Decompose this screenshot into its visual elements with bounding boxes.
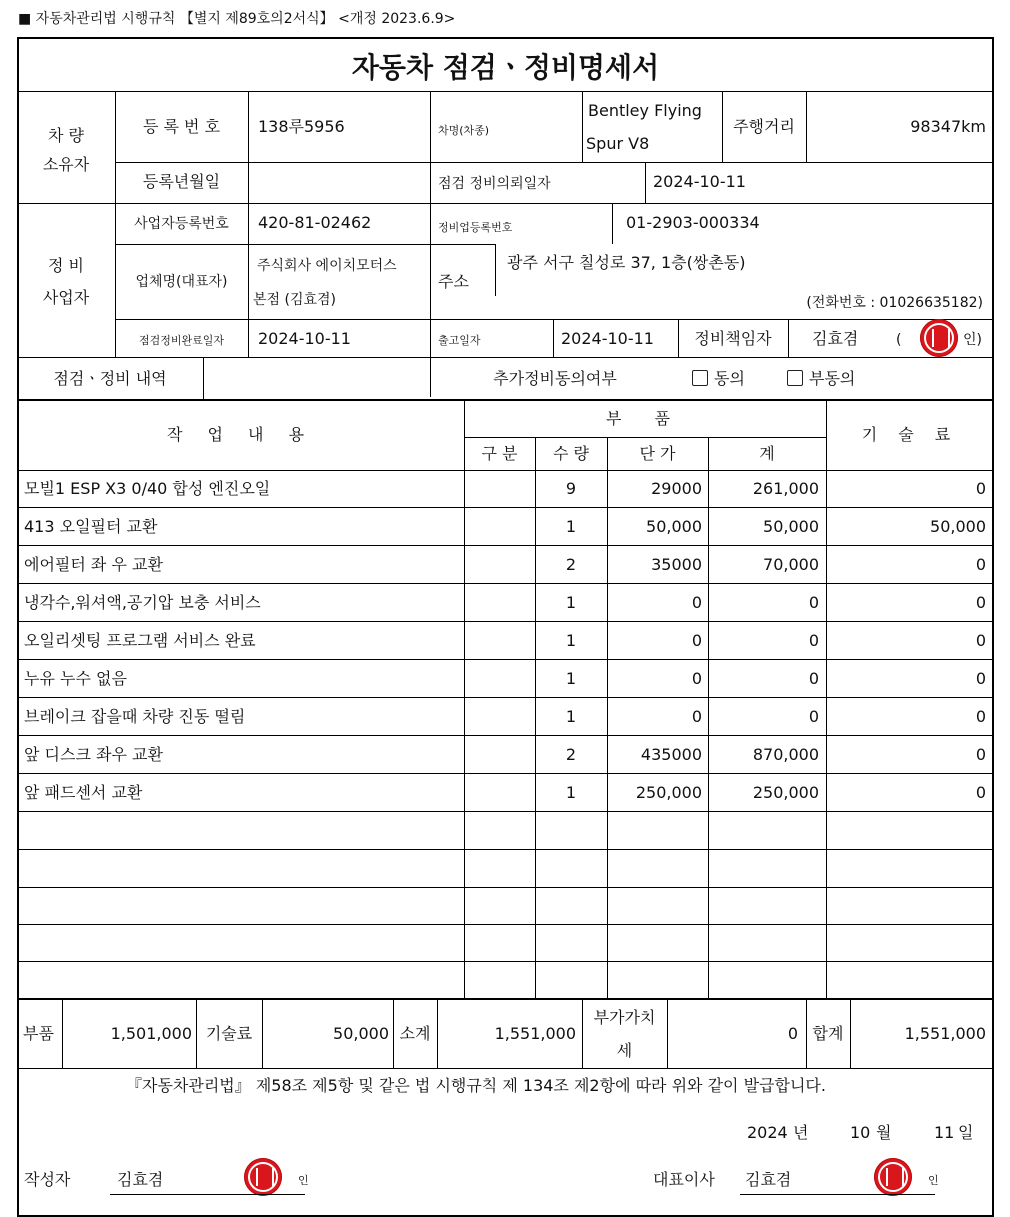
item-qty: 2 <box>565 745 577 764</box>
grid-line <box>553 319 554 357</box>
grid-line <box>115 244 495 245</box>
issue-month-unit: 월 <box>876 1123 892 1142</box>
car-name-line1: Bentley Flying <box>588 101 702 120</box>
item-qty: 1 <box>565 783 577 802</box>
work-header: 작 업 내 용 <box>166 425 315 444</box>
car-name-line2: Spur V8 <box>586 134 650 153</box>
ceo-name: 김효겸 <box>745 1170 792 1189</box>
complete-date-value: 2024-10-11 <box>258 329 351 348</box>
item-total: 0 <box>808 707 819 726</box>
item-work: 누유 누수 없음 <box>24 669 127 688</box>
issue-month: 10 <box>850 1123 871 1142</box>
complete-date-label: 점검정비완료일자 <box>138 334 224 347</box>
shop-reg-label: 정비업등록번호 <box>438 221 513 234</box>
writer-seal-stamp <box>244 1158 282 1196</box>
grid-line <box>17 1068 994 1069</box>
item-qty: 1 <box>565 669 577 688</box>
seal-close: 인) <box>963 332 982 348</box>
grid-line <box>495 244 496 296</box>
totals-labor-value: 50,000 <box>333 1024 389 1043</box>
item-price: 250,000 <box>635 783 702 802</box>
grid-line <box>17 961 994 962</box>
owner-section-label-2: 소유자 <box>42 155 90 174</box>
item-work: 오일리셋팅 프로그램 서비스 완료 <box>24 631 256 650</box>
item-total: 870,000 <box>752 745 819 764</box>
owner-section-label: 차 량 <box>48 126 84 145</box>
item-qty: 1 <box>565 593 577 612</box>
totals-vat-label: 부가가치 <box>593 1008 656 1027</box>
grid-line <box>17 357 994 358</box>
grid-line <box>788 319 789 357</box>
page-title: 자동차 점검ㆍ정비명세서 <box>351 51 660 84</box>
item-qty: 1 <box>565 517 577 536</box>
grid-line <box>115 162 994 163</box>
totals-grand-value: 1,551,000 <box>904 1024 986 1043</box>
phone-value: (전화번호 : 01026635182) <box>806 295 983 311</box>
ceo-signature-line <box>740 1194 935 1195</box>
item-price: 435000 <box>640 745 702 764</box>
labor-header: 기 술 료 <box>861 425 959 444</box>
totals-grand-label: 합계 <box>812 1024 844 1043</box>
item-qty: 9 <box>565 479 577 498</box>
item-price: 35000 <box>651 555 702 574</box>
item-labor: 0 <box>975 783 986 802</box>
item-price: 50,000 <box>646 517 702 536</box>
item-work: 에어필터 좌 우 교환 <box>24 555 163 574</box>
totals-parts-value: 1,501,000 <box>110 1024 192 1043</box>
item-price: 0 <box>691 631 702 650</box>
category-header: 구 분 <box>481 444 518 463</box>
grid-line <box>17 924 994 925</box>
grid-line <box>464 399 465 998</box>
grid-line <box>203 357 204 399</box>
disagree-checkbox[interactable] <box>787 370 803 386</box>
grid-line <box>115 319 994 320</box>
grid-line <box>17 659 994 660</box>
writer-label: 작성자 <box>24 1170 71 1189</box>
item-work: 앞 패드센서 교환 <box>24 783 143 802</box>
grid-line <box>645 162 646 203</box>
grid-line <box>17 203 994 204</box>
grid-line <box>17 998 994 1000</box>
grid-line <box>17 507 994 508</box>
grid-line <box>612 203 613 244</box>
item-labor: 50,000 <box>930 517 986 536</box>
item-price: 29000 <box>651 479 702 498</box>
biz-no-label: 사업자등록번호 <box>134 216 229 232</box>
issue-year-unit: 년 <box>793 1123 809 1142</box>
grid-line <box>17 849 994 850</box>
agree-checkbox[interactable] <box>692 370 708 386</box>
qty-header: 수 량 <box>553 444 589 463</box>
writer-name: 김효겸 <box>117 1170 164 1189</box>
writer-seal-mark: 인 <box>298 1174 309 1187</box>
item-work: 모빌1 ESP X3 0/40 합성 엔진오일 <box>24 479 271 498</box>
grid-line <box>17 887 994 888</box>
shop-section-label-2: 사업자 <box>42 288 90 307</box>
legal-statement: 『자동차관리법』 제58조 제5항 및 같은 법 시행규칙 제 134조 제2항에 따라 위와 같이 발급합니다. <box>126 1076 826 1095</box>
release-date-label: 출고일자 <box>438 334 481 347</box>
grid-line <box>17 545 994 546</box>
grid-line <box>248 91 249 357</box>
car-name-label: 차명(차종) <box>438 124 490 137</box>
details-label: 점검ㆍ정비 내역 <box>53 369 167 388</box>
shop-section-label: 정 비 <box>48 256 84 275</box>
unit-price-header: 단 가 <box>639 444 676 463</box>
company-seal-stamp <box>920 319 958 357</box>
item-price: 0 <box>691 593 702 612</box>
issue-day: 11 <box>934 1123 955 1142</box>
grid-line <box>17 470 994 471</box>
item-labor: 0 <box>975 707 986 726</box>
reg-no-value: 138루5956 <box>258 117 345 136</box>
grid-line <box>17 399 994 401</box>
grid-line <box>17 697 994 698</box>
item-total: 0 <box>808 593 819 612</box>
reg-no-label: 등 록 번 호 <box>142 117 221 136</box>
item-labor: 0 <box>975 669 986 688</box>
seal-open: ( <box>896 332 902 348</box>
totals-vat-label-2: 세 <box>616 1041 633 1060</box>
totals-subtotal-label: 소계 <box>399 1024 431 1043</box>
item-total: 0 <box>808 631 819 650</box>
address-label: 주소 <box>438 272 469 291</box>
item-qty: 1 <box>565 631 577 650</box>
form-header: ■ 자동차관리법 시행규칙 【별지 제89호의2서식】 <개정 2023.6.9> <box>18 11 456 27</box>
item-qty: 2 <box>565 555 577 574</box>
request-date-label: 점검 정비의뢰일자 <box>438 176 551 192</box>
mileage-label: 주행거리 <box>733 117 795 136</box>
item-work: 413 오일필터 교환 <box>24 517 158 536</box>
totals-parts-label: 부품 <box>23 1024 54 1043</box>
manager-label: 정비책임자 <box>694 329 772 348</box>
ceo-seal-mark: 인 <box>928 1174 939 1187</box>
writer-signature-line <box>110 1194 305 1195</box>
grid-line <box>17 811 994 812</box>
grid-line <box>17 621 994 622</box>
release-date-value: 2024-10-11 <box>561 329 654 348</box>
biz-no-value: 420-81-02462 <box>258 213 372 232</box>
grid-line <box>17 91 994 92</box>
shop-reg-value: 01-2903-000334 <box>626 213 760 232</box>
company-line2: 본점 (김효겸) <box>253 292 336 308</box>
item-work: 브레이크 잡을때 차량 진동 떨림 <box>24 707 246 726</box>
item-work: 앞 디스크 좌우 교환 <box>24 745 163 764</box>
mileage-value: 98347km <box>910 117 986 136</box>
parts-header: 부 품 <box>606 409 684 428</box>
item-total: 0 <box>808 669 819 688</box>
item-labor: 0 <box>975 593 986 612</box>
item-labor: 0 <box>975 745 986 764</box>
total-header: 계 <box>759 444 775 463</box>
issue-day-unit: 일 <box>958 1123 974 1142</box>
item-total: 261,000 <box>752 479 819 498</box>
item-price: 0 <box>691 707 702 726</box>
item-price: 0 <box>691 669 702 688</box>
issue-year: 2024 <box>747 1123 788 1142</box>
item-labor: 0 <box>975 631 986 650</box>
item-labor: 0 <box>975 479 986 498</box>
item-total: 70,000 <box>763 555 819 574</box>
item-total: 50,000 <box>763 517 819 536</box>
manager-value: 김효겸 <box>812 329 859 348</box>
company-line1: 주식회사 에이치모터스 <box>257 258 397 274</box>
company-label: 업체명(대표자) <box>135 274 228 290</box>
ceo-label: 대표이사 <box>653 1170 715 1189</box>
totals-subtotal-value: 1,551,000 <box>494 1024 576 1043</box>
grid-line <box>17 735 994 736</box>
item-work: 냉각수,워셔액,공기압 보충 서비스 <box>24 593 261 612</box>
ceo-seal-stamp <box>874 1158 912 1196</box>
item-qty: 1 <box>565 707 577 726</box>
reg-date-label: 등록년월일 <box>142 172 221 191</box>
grid-line <box>430 91 431 397</box>
address-value: 광주 서구 칠성로 37, 1층(쌍촌동) <box>507 253 746 272</box>
consent-label: 추가정비동의여부 <box>493 369 617 388</box>
agree-label: 동의 <box>714 369 745 388</box>
grid-line <box>582 91 583 162</box>
request-date-value: 2024-10-11 <box>653 172 746 191</box>
grid-line <box>17 583 994 584</box>
totals-labor-label: 기술료 <box>205 1024 253 1043</box>
totals-vat-value: 0 <box>787 1024 798 1043</box>
grid-line <box>464 437 826 438</box>
item-total: 250,000 <box>752 783 819 802</box>
item-labor: 0 <box>975 555 986 574</box>
disagree-label: 부동의 <box>809 369 856 388</box>
grid-line <box>17 773 994 774</box>
